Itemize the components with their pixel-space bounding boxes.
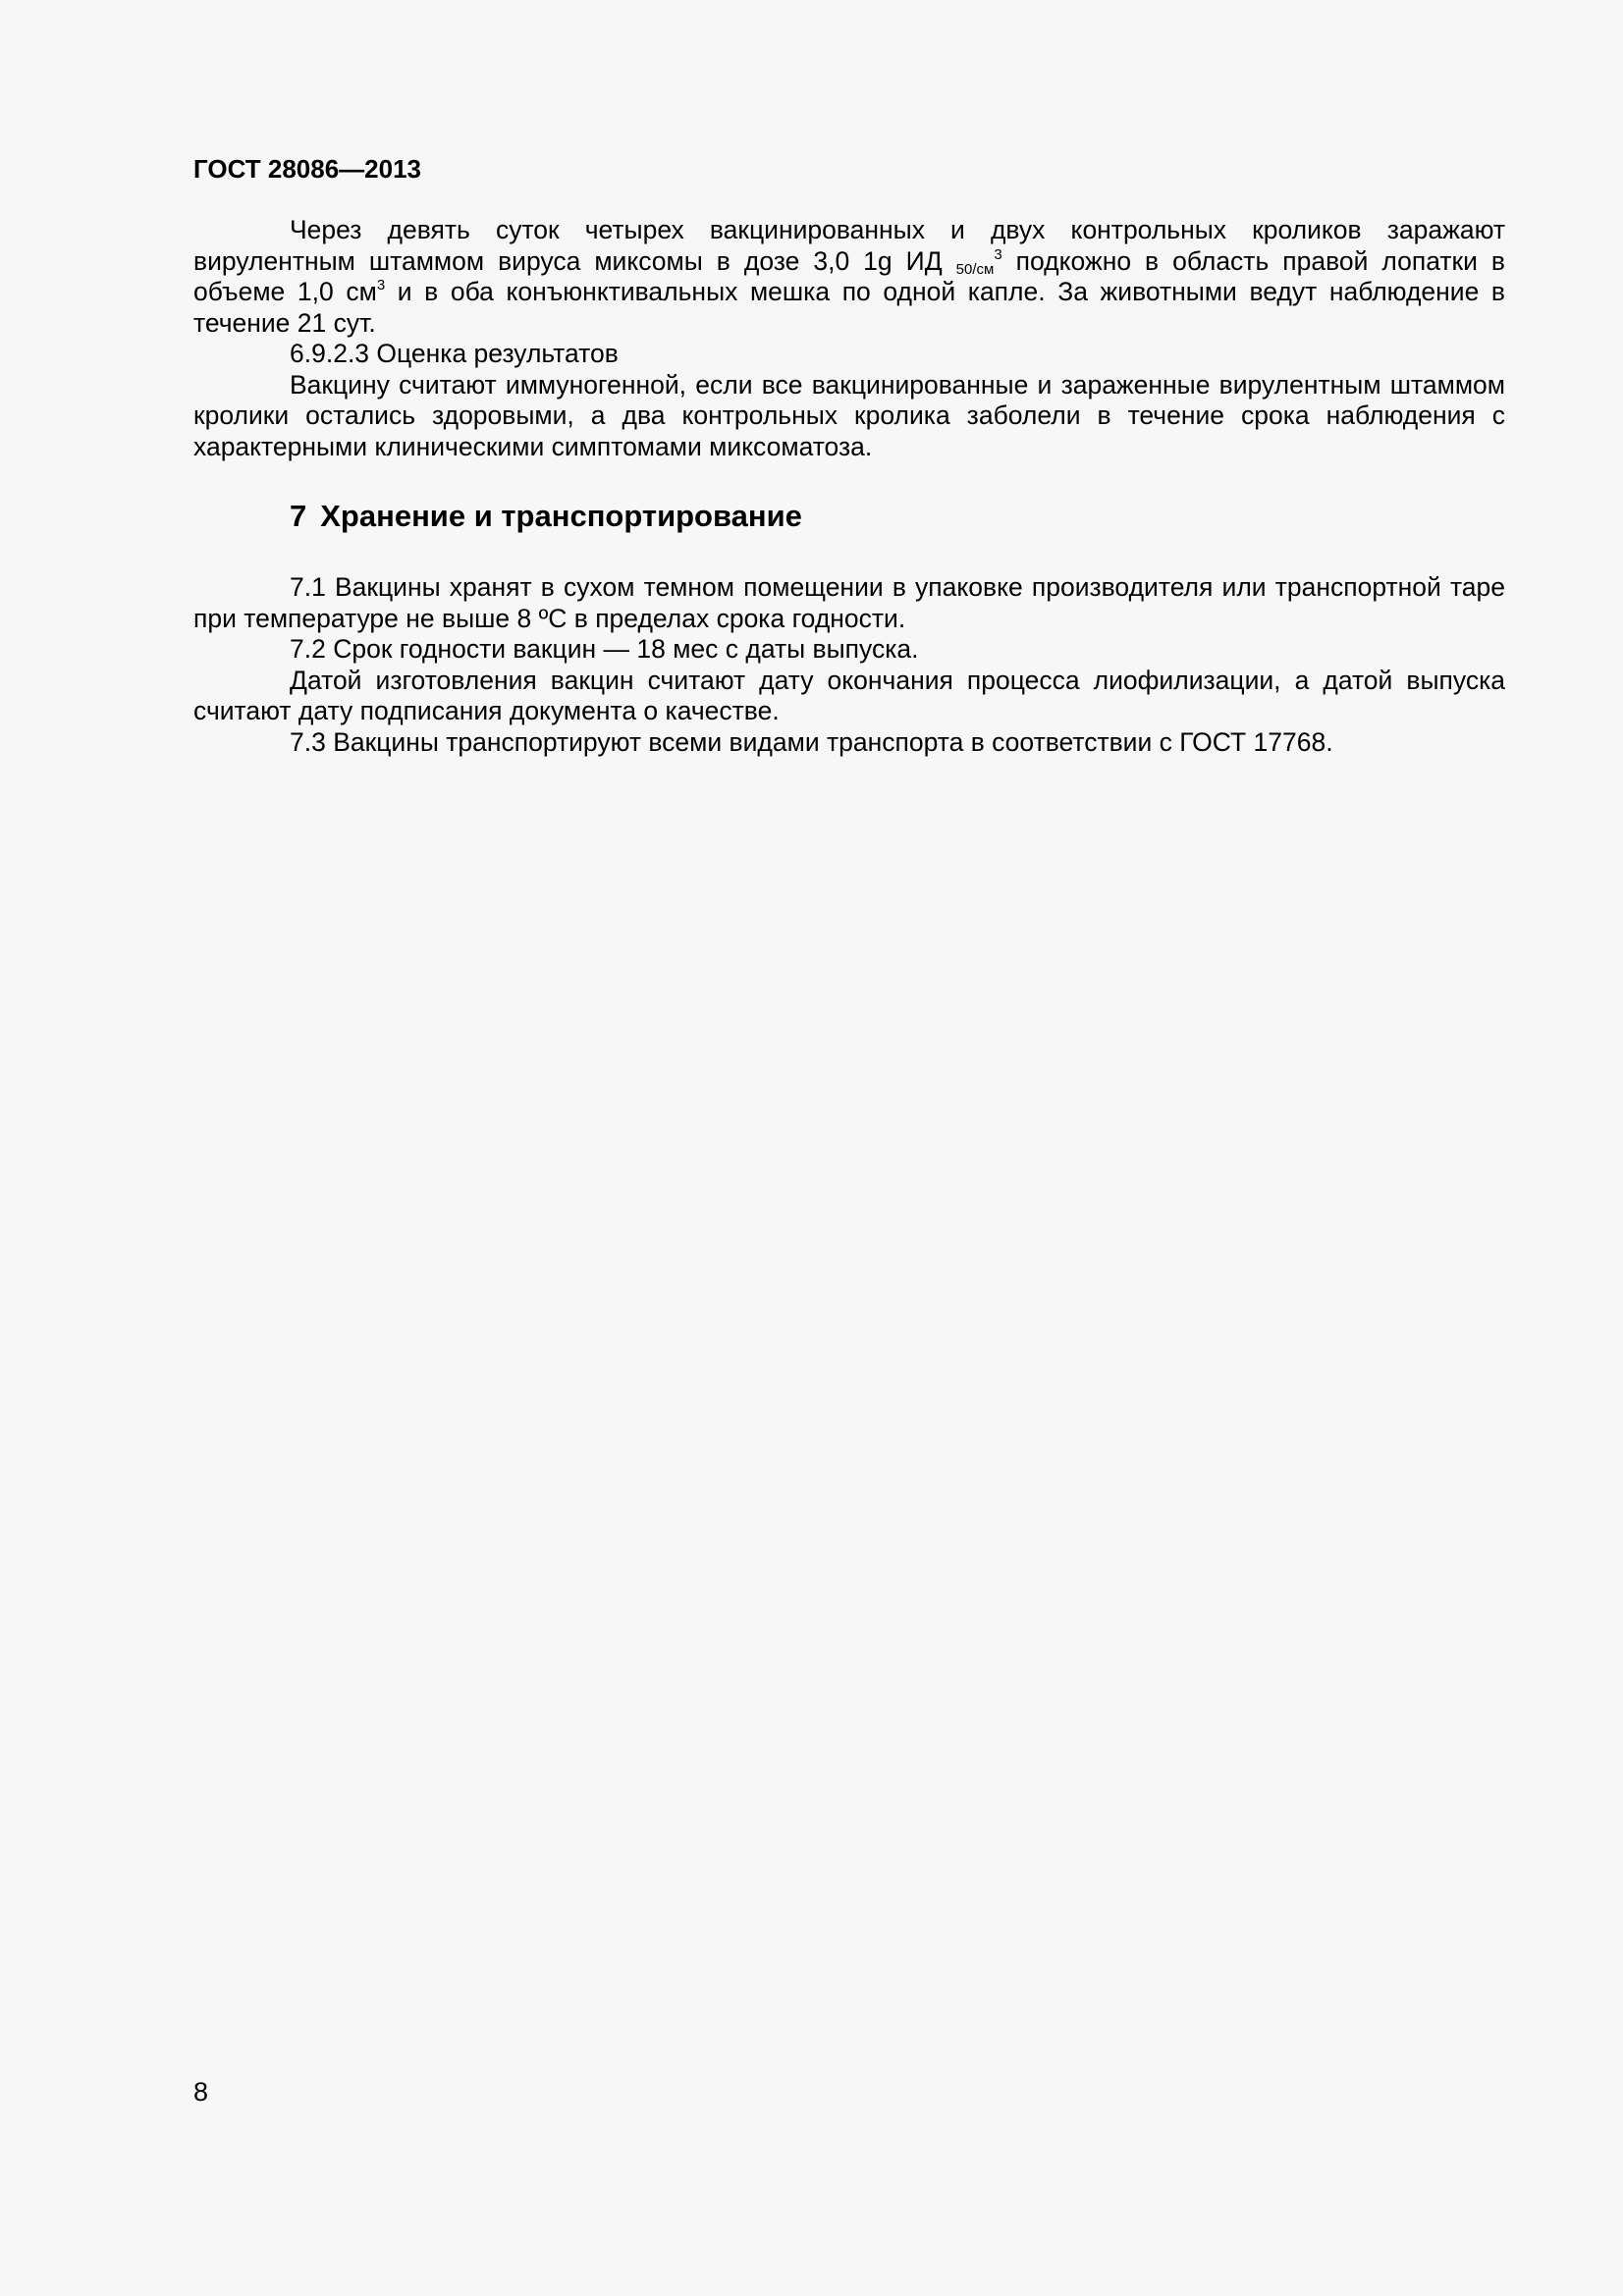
paragraph-infection-procedure xyxy=(193,215,1505,339)
section-title: Хранение и транспортирование xyxy=(320,499,802,533)
text-block-6-9-2 xyxy=(193,215,1505,462)
text-segment: Через девять суток четырех вакцинированных и двух контрольных кроликов заражают вирулентным штаммом вируса миксомы в дозе 3,0 1g ИД xyxy=(193,215,1505,276)
text-block-section-7 xyxy=(193,572,1505,758)
text-segment: подкожно в область правой лопатки в объеме 1,0 см xyxy=(193,245,1505,306)
section-number: 7 xyxy=(290,499,307,533)
paragraph-subsection-title: 6.9.2.3 Оценка результатов xyxy=(290,339,619,368)
subscript-dose-unit: 50/см xyxy=(955,260,995,278)
paragraph-7-1: 7.1 Вакцины хранят в сухом темном помещении в упаковке производителя или транспортной таре при температуре не выше 8 ºС в пределах срока годности. xyxy=(193,572,1505,633)
paragraph-7-3: 7.3 Вакцины транспортируют всеми видами транспорта в соответствии с ГОСТ 17768. xyxy=(290,726,1333,757)
superscript-cube: 3 xyxy=(376,277,386,294)
paragraph-manufacture-date: Датой изготовления вакцин считают дату окончания процесса лиофилизации, а датой выпуска считают дату подписания документа о качестве. xyxy=(193,665,1505,725)
paragraph-7-2: 7.2 Срок годности вакцин — 18 мес с даты выпуска. xyxy=(290,634,919,664)
section-heading xyxy=(290,499,802,534)
superscript-cube: 3 xyxy=(994,245,1002,263)
page-number: 8 xyxy=(193,2077,209,2107)
paragraph-results-evaluation: Вакцину считают иммуногенной, если все вакцинированные и зараженные вирулентным штаммом кролики остались здоровыми, а два контрольных кролика заболели в течение срока наблюдения с характерными клиническими симптомами миксоматоза. xyxy=(193,369,1505,461)
document-code-header: ГОСТ 28086—2013 xyxy=(193,154,421,184)
text-segment: и в оба конъюнктивальных мешка по одной капле. За животными ведут наблюдение в течение 21 сут. xyxy=(193,277,1506,338)
